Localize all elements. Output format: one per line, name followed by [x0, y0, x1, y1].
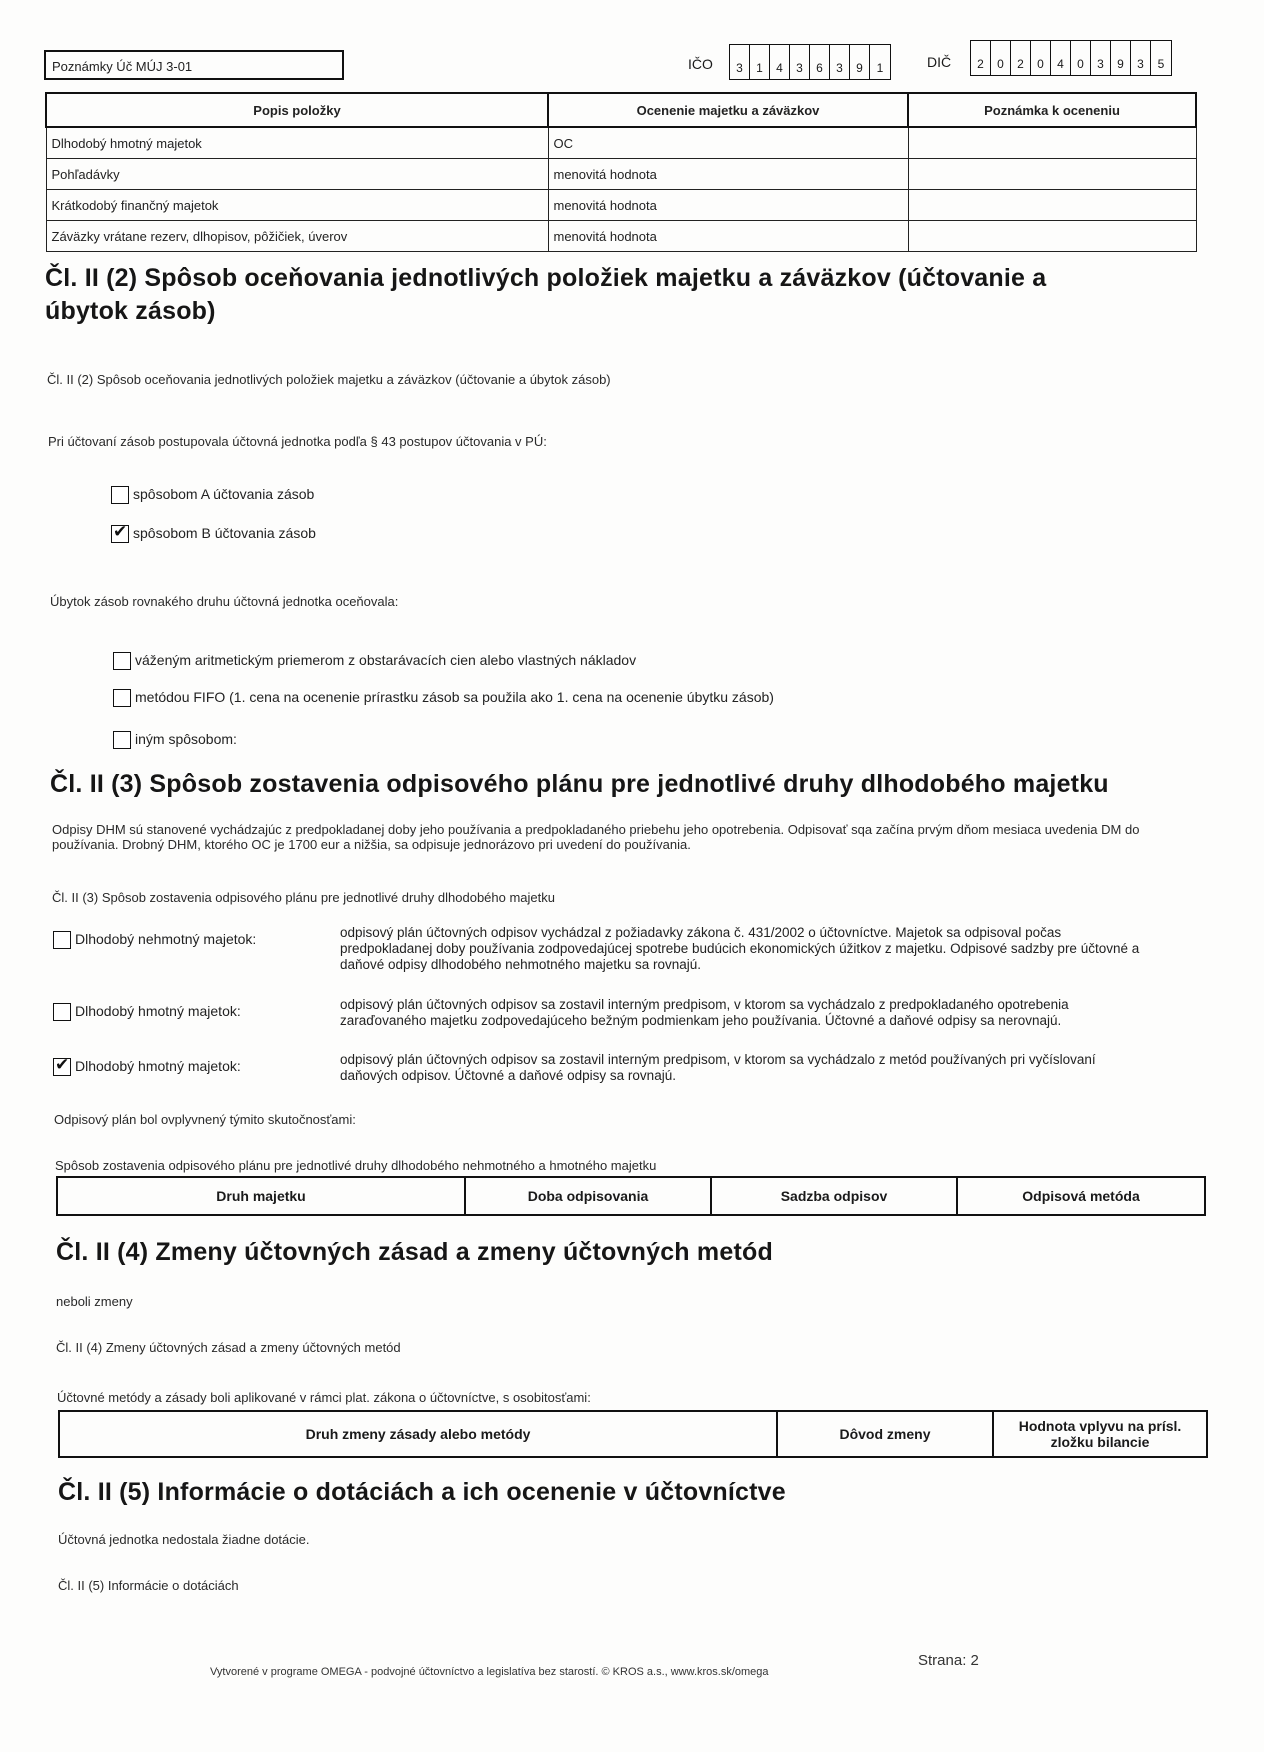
- section3-intro: Odpisy DHM sú stanovené vychádzajúc z predpokladanej doby jeho používania a predpokladaného priebehu jeho opotrebenia. Odpisovať sqa začína prvým dňom mesiaca uvedenia DM do používania. Drobný DHM, ktorého OC je 1700 eur a nižšia, sa odpisuje jednorázovo pri uvedení do používania.: [52, 822, 1140, 852]
- form-label: Poznámky Úč MÚJ 3-01: [52, 59, 193, 74]
- section2-heading: Čl. II (2) Spôsob oceňovania jednotlivých položiek majetku a záväzkov (účtovanie a úbytok zásob): [45, 264, 1047, 325]
- dic-digit: 0: [1071, 41, 1091, 75]
- col-header-reason: Dôvod zmeny: [777, 1411, 993, 1457]
- option-label: spôsobom A účtovania zásob: [133, 486, 315, 502]
- dic-digit: 5: [1157, 57, 1165, 71]
- option-method-a[interactable]: [111, 486, 314, 504]
- table-cell: Krátkodobý finančný majetok: [46, 190, 548, 221]
- dic-label: DIČ: [927, 54, 952, 70]
- depreciation-table-intro: Spôsob zostavenia odpisového plánu pre jednotlivé druhy dlhodobého nehmotného a hmotného majetku: [55, 1158, 657, 1173]
- subsidies-text: Účtovná jednotka nedostala žiadne dotácie.: [58, 1532, 310, 1547]
- option-fifo[interactable]: [113, 689, 774, 707]
- table-cell: Pohľadávky: [46, 159, 548, 190]
- section5-subtitle: Čl. II (5) Informácie o dotáciách: [58, 1578, 239, 1593]
- ico-digit: 3: [830, 45, 850, 79]
- option-intangible[interactable]: [53, 931, 256, 949]
- option-label: iným spôsobom:: [135, 731, 237, 747]
- table-row: [46, 127, 1196, 159]
- dic-digit: 2: [1011, 41, 1031, 75]
- section4-heading: Čl. II (4) Zmeny účtovných zásad a zmeny účtovných metód: [56, 1238, 773, 1266]
- table-cell: menovitá hodnota: [548, 159, 908, 190]
- table-cell: [908, 221, 1196, 252]
- ico-digit: 6: [810, 45, 830, 79]
- table-cell: menovitá hodnota: [548, 190, 908, 221]
- changes-table-intro: Účtovné metódy a zásady boli aplikované v rámci plat. zákona o účtovníctve, s osobitosťami:: [57, 1390, 591, 1405]
- option-tangible-internal-text: odpisový plán účtovných odpisov sa zostavil interným predpisom, v ktorom sa vychádzalo z predpokladaného opotrebenia zaraďovaného majetku zodpovedajúceho bežným podmienkam jeho používania. Účtovné a daňové odpisy sa nerovnajú.: [340, 997, 1069, 1028]
- col-header-item: Popis položky: [46, 93, 548, 127]
- checkbox[interactable]: [111, 486, 129, 504]
- table-cell: Záväzky vrátane rezerv, dlhopisov, pôžičiek, úverov: [46, 221, 548, 252]
- option-intangible-text: odpisový plán účtovných odpisov vychádzal z požiadavky zákona č. 431/2002 o účtovníctve. Majetok sa odpisoval počas predpokladanej doby používania zodpovedajúcej spotrebe budúcich ekonomických úžitkov z majetku. Odpisové sadzby pre účtovné a daňové odpisy dlhodobého nehmotného majetku sa rovnajú.: [340, 925, 1140, 972]
- decrease-intro: Úbytok zásob rovnakého druhu účtovná jednotka oceňovala:: [50, 594, 399, 609]
- checkbox[interactable]: [53, 931, 71, 949]
- col-header-change-type: Druh zmeny zásady alebo metódy: [59, 1411, 777, 1457]
- dic-digit: 3: [1131, 41, 1151, 75]
- checkmark-icon: ✔: [55, 1055, 70, 1075]
- dic-digit: 0: [1031, 41, 1051, 75]
- dic-digits: [970, 40, 1172, 76]
- table-cell: [908, 190, 1196, 221]
- option-label: spôsobom B účtovania zásob: [133, 525, 316, 541]
- col-header-impact: Hodnota vplyvu na prísl. zložku bilancie: [993, 1411, 1207, 1457]
- table-cell: [908, 127, 1196, 159]
- valuation-table: [45, 92, 1197, 252]
- col-header-period: Doba odpisovania: [465, 1177, 711, 1215]
- ico-digit: 3: [730, 45, 750, 79]
- footer-credit: Vytvorené v programe OMEGA - podvojné účtovníctvo a legislatíva bez starostí. © KROS a.s., www.kros.sk/omega: [210, 1666, 769, 1678]
- dic-digit: 4: [1051, 41, 1071, 75]
- col-header-asset-type: Druh majetku: [57, 1177, 465, 1215]
- table-cell: OC: [548, 127, 908, 159]
- option-label: váženým aritmetickým priemerom z obstarávacích cien alebo vlastných nákladov: [135, 652, 637, 668]
- col-header-method: Odpisová metóda: [957, 1177, 1205, 1215]
- option-label: Dlhodobý nehmotný majetok:: [75, 931, 257, 947]
- section5-heading: Čl. II (5) Informácie o dotáciách a ich ocenenie v účtovníctve: [58, 1478, 786, 1506]
- checkbox[interactable]: [113, 652, 131, 670]
- checkbox[interactable]: [111, 522, 129, 543]
- option-tangible-internal[interactable]: [53, 1003, 241, 1021]
- ico-digit: 9: [850, 45, 870, 79]
- table-row: [46, 159, 1196, 190]
- changes-table: [58, 1410, 1208, 1458]
- col-header-note: Poznámka k oceneniu: [908, 93, 1196, 127]
- depreciation-table: [56, 1176, 1206, 1216]
- option-tangible-tax-text: odpisový plán účtovných odpisov sa zostavil interným predpisom, v ktorom sa vychádzalo z metód používaných pri vyčíslovaní daňových odpisov. Účtovné a daňové odpisy sa rovnajú.: [340, 1052, 1096, 1083]
- table-row: [46, 221, 1196, 252]
- option-method-b[interactable]: [111, 522, 316, 543]
- option-label: Dlhodobý hmotný majetok:: [75, 1003, 241, 1019]
- col-header-rate: Sadzba odpisov: [711, 1177, 957, 1215]
- table-row: [46, 190, 1196, 221]
- ico-digit: 3: [790, 45, 810, 79]
- ico-label: IČO: [688, 56, 713, 72]
- checkbox[interactable]: [113, 731, 131, 749]
- no-changes-text: neboli zmeny: [56, 1294, 133, 1309]
- form-label-box: [44, 50, 344, 80]
- checkbox[interactable]: [113, 689, 131, 707]
- section4-subtitle: Čl. II (4) Zmeny účtovných zásad a zmeny účtovných metód: [56, 1340, 401, 1355]
- dic-digit: 3: [1091, 41, 1111, 75]
- checkbox[interactable]: [53, 1003, 71, 1021]
- option-label: Dlhodobý hmotný majetok:: [75, 1058, 241, 1074]
- checkbox[interactable]: [53, 1055, 71, 1076]
- table-cell: Dlhodobý hmotný majetok: [46, 127, 548, 159]
- option-other[interactable]: [113, 731, 237, 749]
- section3-subtitle: Čl. II (3) Spôsob zostavenia odpisového plánu pre jednotlivé druhy dlhodobého majetku: [52, 890, 555, 905]
- table-cell: menovitá hodnota: [548, 221, 908, 252]
- influenced-text: Odpisový plán bol ovplyvnený týmito skutočnosťami:: [54, 1112, 356, 1127]
- option-label: metódou FIFO (1. cena na ocenenie prírastku zásob sa použila ako 1. cena na ocenenie úbytku zásob): [135, 689, 774, 705]
- table-cell: [908, 159, 1196, 190]
- page-number: Strana: 2: [918, 1652, 979, 1669]
- section3-heading: Čl. II (3) Spôsob zostavenia odpisového plánu pre jednotlivé druhy dlhodobého majetku: [50, 770, 1109, 798]
- ico-digits: [729, 44, 891, 80]
- option-weighted-average[interactable]: [113, 652, 636, 670]
- section2-subtitle: Čl. II (2) Spôsob oceňovania jednotlivých položiek majetku a záväzkov (účtovanie a úbytok zásob): [47, 372, 611, 387]
- option-tangible-tax[interactable]: [53, 1055, 241, 1076]
- col-header-valuation: Ocenenie majetku a záväzkov: [548, 93, 908, 127]
- section2-intro: Pri účtovaní zásob postupovala účtovná jednotka podľa § 43 postupov účtovania v PÚ:: [48, 434, 547, 449]
- dic-digit: 2: [971, 41, 991, 75]
- ico-digit: 1: [750, 45, 770, 79]
- dic-digit: 9: [1111, 41, 1131, 75]
- dic-digit: 0: [991, 41, 1011, 75]
- checkmark-icon: ✔: [113, 522, 128, 542]
- ico-digit: 1: [876, 61, 884, 75]
- ico-digit: 4: [770, 45, 790, 79]
